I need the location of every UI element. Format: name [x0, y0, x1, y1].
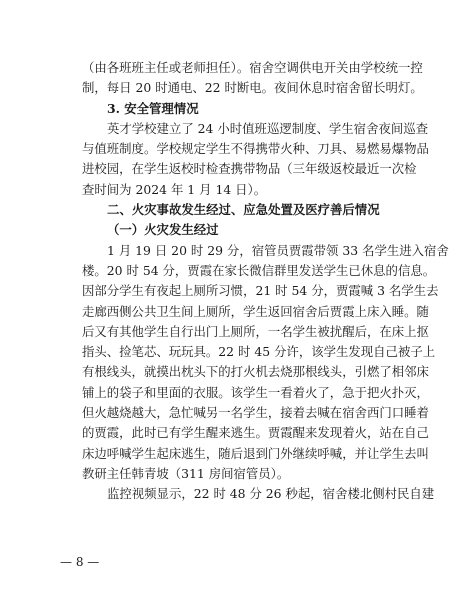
paragraph-line: 进校园，在学生返校时检查携带物品（三年级返校最近一次检 — [82, 161, 417, 177]
paragraph-line: 英才学校建立了 24 小时值班巡逻制度、学生宿舍夜间巡查 — [107, 120, 429, 136]
paragraph-line: 有根线头，就摸出枕头下的打火机去烧那根线头，引燃了相邻床 — [82, 364, 429, 380]
paragraph-line: 走廊西侧公共卫生间上厕所，学生返回宿舍后贾霞上床入睡。随 — [82, 303, 429, 319]
paragraph-line: 1 月 19 日 20 时 29 分，宿管员贾霞带领 33 名学生进入宿舍 — [107, 242, 449, 258]
paragraph-line: 床边呼喊学生起床逃生，随后退到门外继续呼喊，并让学生去叫 — [82, 445, 429, 461]
paragraph-line: 教研主任韩青坡（311 房间宿管员）。 — [82, 465, 290, 481]
page-number: — 8 — — [60, 555, 100, 569]
paragraph-line: 制，每日 20 时通电、22 时断电。夜间休息时宿舍留长明灯。 — [82, 80, 423, 96]
paragraph-line: 后又有其他学生自行出门上厕所，一名学生被扰醒后，在床上抠 — [82, 323, 429, 339]
paragraph-line: 楼。20 时 54 分，贾霞在家长微信群里发送学生已休息的信息。 — [82, 262, 436, 278]
paragraph-line: 监控视频显示，22 时 48 分 26 秒起，宿舍楼北侧村民自建 — [107, 486, 435, 502]
paragraph-line: 但火越烧越大，急忙喊另一名学生，接着去喊在宿舍西门口睡着 — [82, 405, 429, 421]
subsection-heading-fire-occurrence: （一）火灾发生经过 — [107, 222, 219, 238]
paragraph-line: 查时间为 2024 年 1 月 14 日）。 — [82, 181, 267, 197]
paragraph-line: 与值班制度。学校规定学生不得携带火种、刀具、易燃易爆物品 — [82, 141, 429, 157]
paragraph-line: 指头、捡笔芯、玩玩具。22 时 45 分许，该学生发现自己被子上 — [82, 344, 436, 360]
paragraph-line: 的贾霞，此时已有学生醒来逃生。贾霞醒来发现着火，站在自己 — [82, 425, 429, 441]
paragraph-line: 因部分学生有夜起上厕所习惯，21 时 54 分，贾霞喊 3 名学生去 — [82, 283, 439, 299]
document-body — [82, 58, 449, 505]
paragraph-line: （由各班班主任或老师担任）。宿舍空调供电开关由学校统一控 — [82, 60, 423, 75]
paragraph-line: 铺上的袋子和里面的衣服。该学生一看着火了，急于把火扑灭， — [82, 384, 429, 400]
section-heading-fire-accident: 二、火灾事故发生经过、应急处置及医疗善后情况 — [107, 202, 380, 218]
section-heading-safety-management: 3. 安全管理情况 — [107, 100, 199, 116]
